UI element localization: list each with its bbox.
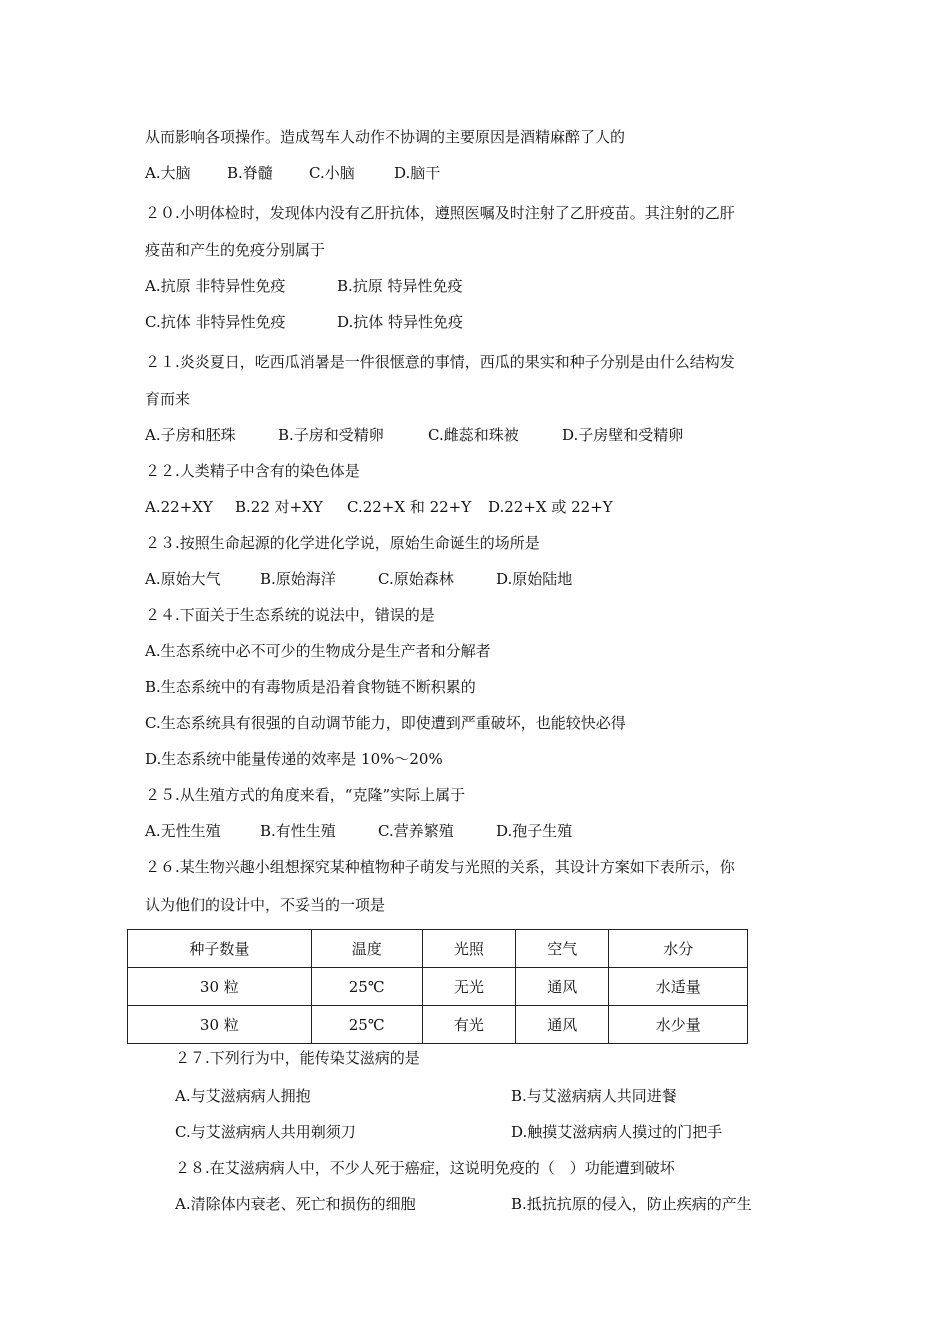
table-header: 空气 [516,930,609,968]
q25-options [145,821,572,841]
table-header: 光照 [422,930,515,968]
table-header: 温度 [311,930,422,968]
q21-stem-cont: 育而来 [145,390,191,408]
option: D.脑干 [394,164,441,182]
table-cell: 25℃ [311,1006,422,1044]
option: C.营养繁殖 [378,822,454,840]
option: C.抗体 非特异性免疫 [145,313,286,331]
table-row [128,968,748,1006]
table-cell: 无光 [422,968,515,1006]
option: A.大脑 [145,164,191,182]
q22-options [145,497,613,517]
table-cell: 通风 [516,968,609,1006]
q20-stem: ２０.小明体检时，发现体内没有乙肝抗体，遵照医嘱及时注射了乙肝疫苗。其注射的乙肝 [145,204,735,222]
experiment-table [127,929,748,1044]
table-cell: 30 粒 [128,968,312,1006]
q27-option-c: C.与艾滋病病人共用剃须刀 [175,1123,356,1141]
table-cell: 水少量 [609,1006,748,1044]
option: C.22+X 和 22+Y [347,498,472,516]
table-row [128,1006,748,1044]
option: D.22+X 或 22+Y [488,498,613,516]
q23-stem: ２３.按照生命起源的化学进化学说，原始生命诞生的场所是 [145,534,540,552]
q24-option-b: B.生态系统中的有毒物质是沿着食物链不断积累的 [145,678,476,696]
q27-option-a: A.与艾滋病病人拥抱 [175,1087,311,1105]
q22-stem: ２２.人类精子中含有的染色体是 [145,462,360,480]
option: C.雌蕊和珠被 [428,426,519,444]
q28-option-b: B.抵抗抗原的侵入，防止疾病的产生 [511,1195,752,1213]
option: D.孢子生殖 [496,822,573,840]
option: D.抗体 特异性免疫 [337,313,464,331]
table-header: 水分 [609,930,748,968]
q27-stem: ２７.下列行为中，能传染艾滋病的是 [175,1049,420,1067]
option: B.子房和受精卵 [278,426,384,444]
q19-options [145,163,440,183]
option: B.22 对+XY [235,498,323,516]
table-cell: 30 粒 [128,1006,312,1044]
q20-options-ab [145,276,463,296]
option: A.子房和胚珠 [145,426,236,444]
option: B.脊髓 [227,164,273,182]
q26-stem-cont: 认为他们的设计中，不妥当的一项是 [145,896,386,914]
q19-stem: 从而影响各项操作。造成驾车人动作不协调的主要原因是酒精麻醉了人的 [145,128,626,146]
table-cell: 25℃ [311,968,422,1006]
q21-options [145,425,683,445]
q27-option-b: B.与艾滋病病人共同进餐 [511,1087,677,1105]
q24-option-c: C.生态系统具有很强的自动调节能力，即使遭到严重破坏，也能较快必得 [145,714,626,732]
table-cell: 通风 [516,1006,609,1044]
q21-stem: ２１.炎炎夏日，吃西瓜消暑是一件很惬意的事情，西瓜的果实和种子分别是由什么结构发 [145,353,735,371]
q24-option-a: A.生态系统中必不可少的生物成分是生产者和分解者 [145,642,491,660]
option: B.抗原 特异性免疫 [337,277,463,295]
q20-stem-cont: 疫苗和产生的免疫分别属于 [145,241,326,259]
q27-option-d: D.触摸艾滋病病人摸过的门把手 [511,1123,723,1141]
option: B.原始海洋 [260,570,336,588]
option: D.子房壁和受精卵 [562,426,684,444]
q25-stem: ２５.从生殖方式的角度来看，“克隆”实际上属于 [145,786,466,804]
table-cell: 有光 [422,1006,515,1044]
q26-stem: ２６.某生物兴趣小组想探究某种植物种子萌发与光照的关系，其设计方案如下表所示，你 [145,858,735,876]
q28-option-a: A.清除体内衰老、死亡和损伤的细胞 [175,1195,416,1213]
option: C.原始森林 [378,570,454,588]
option: A.抗原 非特异性免疫 [145,277,286,295]
q24-stem: ２４.下面关于生态系统的说法中，错误的是 [145,606,435,624]
q20-options-cd [145,312,463,332]
q23-options [145,569,572,589]
option: A.无性生殖 [145,822,221,840]
table-header-row [128,930,748,968]
option: C.小脑 [309,164,355,182]
table-header: 种子数量 [128,930,312,968]
option: D.原始陆地 [496,570,573,588]
option: B.有性生殖 [260,822,336,840]
q28-stem: ２８.在艾滋病病人中，不少人死于癌症，这说明免疫的（ ）功能遭到破坏 [175,1159,675,1177]
table-cell: 水适量 [609,968,748,1006]
option: A.22+XY [145,498,213,516]
q24-option-d: D.生态系统中能量传递的效率是 10%～20% [145,750,443,768]
option: A.原始大气 [145,570,221,588]
